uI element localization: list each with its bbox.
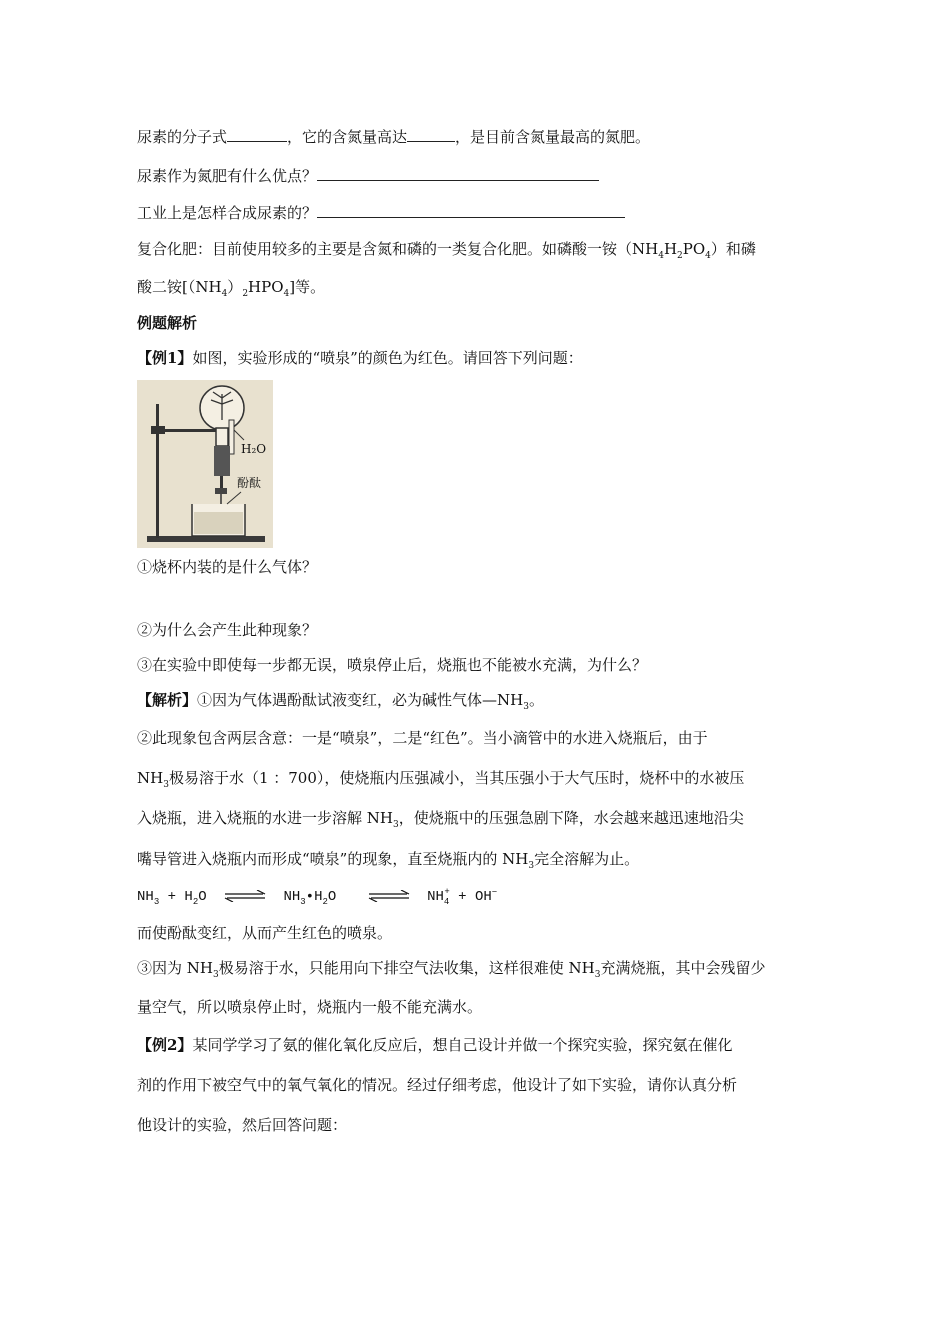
subscript: 4 [443,896,450,907]
compound-fertilizer-text-1: 复合化肥：目前使用较多的主要是含氮和磷的一类复合化肥。如磷酸一铵（NH [137,240,659,258]
analysis-text: 充满烧瓶，其中会残留少 [600,959,766,977]
urea-formula-text-b: ，它的含氮量高达 [287,128,408,146]
analysis-text: 完全溶解为止。 [534,850,640,868]
urea-formula-line [137,127,650,147]
compound-fertilizer-text-1b: H [663,240,678,258]
urea-industry-line [137,203,625,223]
example-1-prompt [137,348,583,368]
analysis-answer-1: 【解析】①因为气体遇酚酞试液变红，必为碱性气体$—NH_3$。 [137,691,544,712]
example-2-line-2: 剂的作用下被空气中的氧气氧化的情况。经过仔细考虑，他设计了如下实验，请你认真分析 [137,1076,738,1094]
compound-fertilizer-text-2b: ） [227,278,243,296]
analysis-answer-2-line-5: 而使酚酞变红，从而产生红色的喷泉。 [137,924,393,942]
equation-text: •H [305,889,323,905]
ammonia-equilibrium-equation [137,887,497,907]
analysis-text-1: ①因为气体遇酚酞试液变红，必为碱性气体—NH [197,691,524,709]
subscript: 3 [153,896,160,907]
subscript: 2 [322,896,328,907]
example-2-text: 某同学学习了氨的催化氧化反应后，想自己设计并做一个探究实验，探究氨在催化 [192,1036,733,1054]
compound-fertilizer-text-1c: PO [682,240,706,258]
example-1-tag: 【例1】 [137,349,193,367]
equilibrium-arrow-icon [223,890,267,902]
equilibrium-arrow-icon [367,890,411,902]
analysis-text: NH [137,769,164,787]
subscript: 3 [392,820,399,830]
subscript: 4 [705,251,711,261]
question-1: ①烧杯内装的是什么气体？ [137,558,318,576]
question-2: ②为什么会产生此种现象？ [137,621,318,639]
equation-text: O [327,889,337,905]
subscript: 2 [242,289,249,299]
urea-formula-text-c: ，是目前含氮量最高的氮肥。 [455,128,651,146]
analysis-answer-2-line-4 [137,849,639,869]
urea-advantage-question: 尿素作为氮肥有什么优点？ [137,167,318,185]
analysis-text: 入烧瓶，进入烧瓶的水进一步溶解 NH [137,809,393,827]
example-1-text: 如图，实验形成的“喷泉”的颜色为红色。请回答下列问题： [192,349,583,367]
equation-text: NH [427,889,444,905]
analysis-text: 嘴导管进入烧瓶内而形成“喷泉”的现象，直至烧瓶内的 NH [137,850,529,868]
subscript: 4 [658,251,664,261]
compound-fertilizer-text-2a: 酸二铵[（NH [137,278,222,296]
compound-fertilizer-line-2 [137,277,325,297]
fountain-apparatus-illustration [137,380,273,548]
superscript: − [491,887,498,898]
phenolphthalein-label: 酚酞 [237,476,262,490]
subscript: 2 [192,896,199,907]
equation-text: O [198,889,207,905]
subscript: 2 [677,251,683,261]
analysis-answer-2-line-3 [137,808,744,828]
equation-text: NH [283,889,301,905]
analysis-answer-3-line-2: 量空气，所以喷泉停止时，烧瓶内一般不能充满水。 [137,998,483,1016]
fountain-experiment-figure [137,380,273,548]
example-2-line-1 [137,1035,732,1055]
equation-text: + H [159,889,193,905]
nitrogen-content-blank[interactable] [407,127,455,142]
urea-industry-blank[interactable] [317,203,625,218]
subscript: 3 [594,970,601,980]
equation-text: NH [137,889,154,905]
superscript: + [444,887,450,898]
subscript: 3 [523,702,529,712]
urea-advantage-line [137,166,599,186]
example-2-tag: 【例2】 [137,1036,193,1054]
analysis-answer-2-line-1: ②此现象包含两层含意：一是“喷泉”，二是“红色”。当小滴管中的水进入烧瓶后，由于 [137,729,708,747]
analysis-text: ③因为 NH [137,959,213,977]
subscript: 3 [163,780,169,790]
analysis-answer-2-line-2 [137,768,744,788]
urea-formula-blank[interactable] [227,127,287,142]
compound-fertilizer-text-2c: HPO [248,278,284,296]
section-title: 例题解析 [137,314,198,332]
analysis-tag: 【解析】 [137,691,198,709]
urea-advantage-blank[interactable] [317,166,599,181]
urea-formula-text-a: 尿素的分子式 [137,128,228,146]
compound-fertilizer-text-2d: ]等。 [289,278,326,296]
compound-fertilizer-text-1d: ）和磷 [710,240,756,258]
question-3: ③在实验中即使每一步都无误，喷泉停止后，烧瓶也不能被水充满，为什么？ [137,656,648,674]
analysis-text: 极易溶于水，只能用向下排空气法收集，这样很难使 NH [218,959,595,977]
analysis-text: 极易溶于水（1 ：700），使烧瓶内压强减小，当其压强小于大气压时，烧杯中的水被压 [168,769,745,787]
analysis-answer-3-line-1 [137,958,765,978]
compound-fertilizer-line-1 [137,239,756,259]
water-label: H₂O [241,442,267,456]
subscript: 3 [528,861,535,871]
urea-industry-question: 工业上是怎样合成尿素的？ [137,204,318,222]
subscript: 3 [212,970,219,980]
equation-text: + OH [449,889,492,905]
subscript: 4 [221,289,228,299]
subscript: 4 [283,289,290,299]
example-2-line-3: 他设计的实验，然后回答问题： [137,1116,348,1134]
subscript: 3 [300,896,306,907]
analysis-text: ，使烧瓶中的压强急剧下降，水会越来越迅速地沿尖 [398,809,744,827]
